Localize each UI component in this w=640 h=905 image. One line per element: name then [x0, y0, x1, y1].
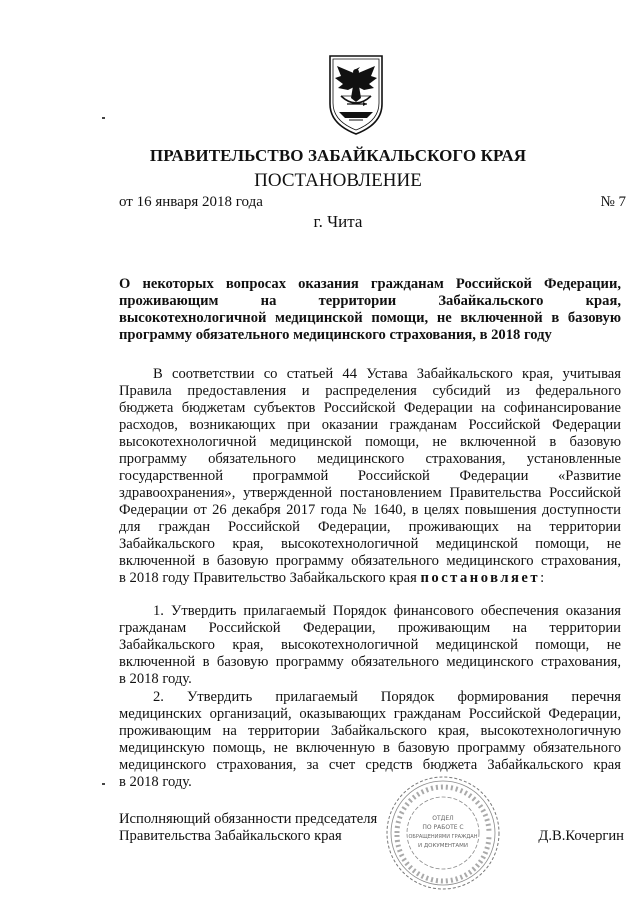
signer-position	[119, 811, 377, 845]
stamp-text: И ДОКУМЕНТАМИ	[417, 843, 469, 849]
document-date: от 16 января 2018 года	[119, 194, 263, 210]
text-line: высокотехнологичной медицинской помощи, не включенной в базовую	[119, 434, 621, 450]
heading-line: программу обязательного медицинского страхования, в 2018 году	[119, 327, 552, 343]
document-type: ПОСТАНОВЛЕНИЕ	[254, 170, 422, 191]
signer-position-line: Правительства Забайкальского края	[119, 828, 342, 844]
text-line: медицинского страхования, за счет средств бюджета Забайкальского края	[119, 757, 621, 773]
text-line: В соответствии со статьей 44 Устава Забайкальского края, учитывая	[153, 366, 621, 382]
heading-line: проживающим на территории Забайкальского края,	[119, 293, 621, 309]
text-line: гражданам Российской Федерации, проживающим на территории	[119, 620, 621, 636]
signer-position-line: Исполняющий обязанности председателя	[119, 811, 378, 827]
text-line-resolves	[119, 570, 621, 587]
document-city: г. Чита	[313, 212, 363, 231]
text-line: бюджета бюджетам субъектов Российской Федерации на софинансирование	[119, 400, 621, 416]
resolves-word: постановляет	[420, 570, 541, 586]
coat-of-arms-icon	[327, 52, 385, 136]
document-number: № 7	[600, 194, 626, 210]
official-stamp-icon	[383, 773, 503, 893]
text-line: государственной программой Российской Федерации «Развитие	[119, 468, 621, 484]
government-title: ПРАВИТЕЛЬСТВО ЗАБАЙКАЛЬСКОГО КРАЯ	[149, 146, 527, 165]
text-line: в 2018 году.	[119, 671, 192, 687]
preamble-paragraph	[119, 366, 621, 587]
text-line: Забайкальского края, высокотехнологичной медицинской помощи, не	[119, 536, 621, 552]
heading-line: высокотехнологичной медицинской помощи, не включенной в базовую	[119, 310, 621, 326]
heading-line: О некоторых вопросах оказания гражданам Российской Федерации,	[119, 276, 621, 292]
text-line: включенной в базовую программу обязательного медицинского страхования,	[119, 553, 621, 569]
stamp-text: ОТДЕЛ	[432, 815, 454, 822]
item-1-paragraph	[119, 603, 621, 688]
text-line: Правила предоставления и распределения субсидий из федерального	[119, 383, 621, 399]
text-line: включенной в базовую программу обязательного медицинского страхования,	[119, 654, 621, 670]
signer-name: Д.В.Кочергин	[538, 828, 624, 844]
text-line: для граждан Российской Федерации, проживающих на территории	[119, 519, 621, 535]
text-line: 1. Утвердить прилагаемый Порядок финансового обеспечения оказания	[153, 603, 621, 619]
text-line: расходов, возникающих при оказании гражданам Российской Федерации	[119, 417, 621, 433]
scan-speck	[102, 117, 105, 119]
scan-speck	[102, 783, 105, 785]
resolves-colon: :	[540, 570, 545, 586]
stamp-text: ПО РАБОТЕ С	[422, 824, 464, 831]
text-line: в 2018 году.	[119, 774, 192, 790]
item-2-paragraph	[119, 689, 621, 791]
text-line: 2. Утвердить прилагаемый Порядок формирования перечня	[153, 689, 621, 705]
text-line: здравоохранения», утвержденной постановлением Правительства Российской	[119, 485, 621, 501]
text-line: проживающим на территории Забайкальского края, высокотехнологичную	[119, 723, 621, 739]
text-line: программу обязательного медицинского страхования, установленные	[119, 451, 621, 467]
text-line: медицинскую помощь, не включенную в базовую программу обязательного	[119, 740, 621, 756]
stamp-text: ОБРАЩЕНИЯМИ ГРАЖДАН	[408, 834, 478, 840]
text-line: в 2018 году Правительство Забайкальского края	[119, 570, 417, 586]
document-heading	[119, 276, 621, 344]
text-line: Федерации от 26 декабря 2017 года № 1640, в целях повышения доступности	[119, 502, 621, 518]
text-line: Забайкальского края, высокотехнологичной медицинской помощи, не	[119, 637, 621, 653]
text-line: медицинских организаций, оказывающих гражданам Российской Федерации,	[119, 706, 621, 722]
